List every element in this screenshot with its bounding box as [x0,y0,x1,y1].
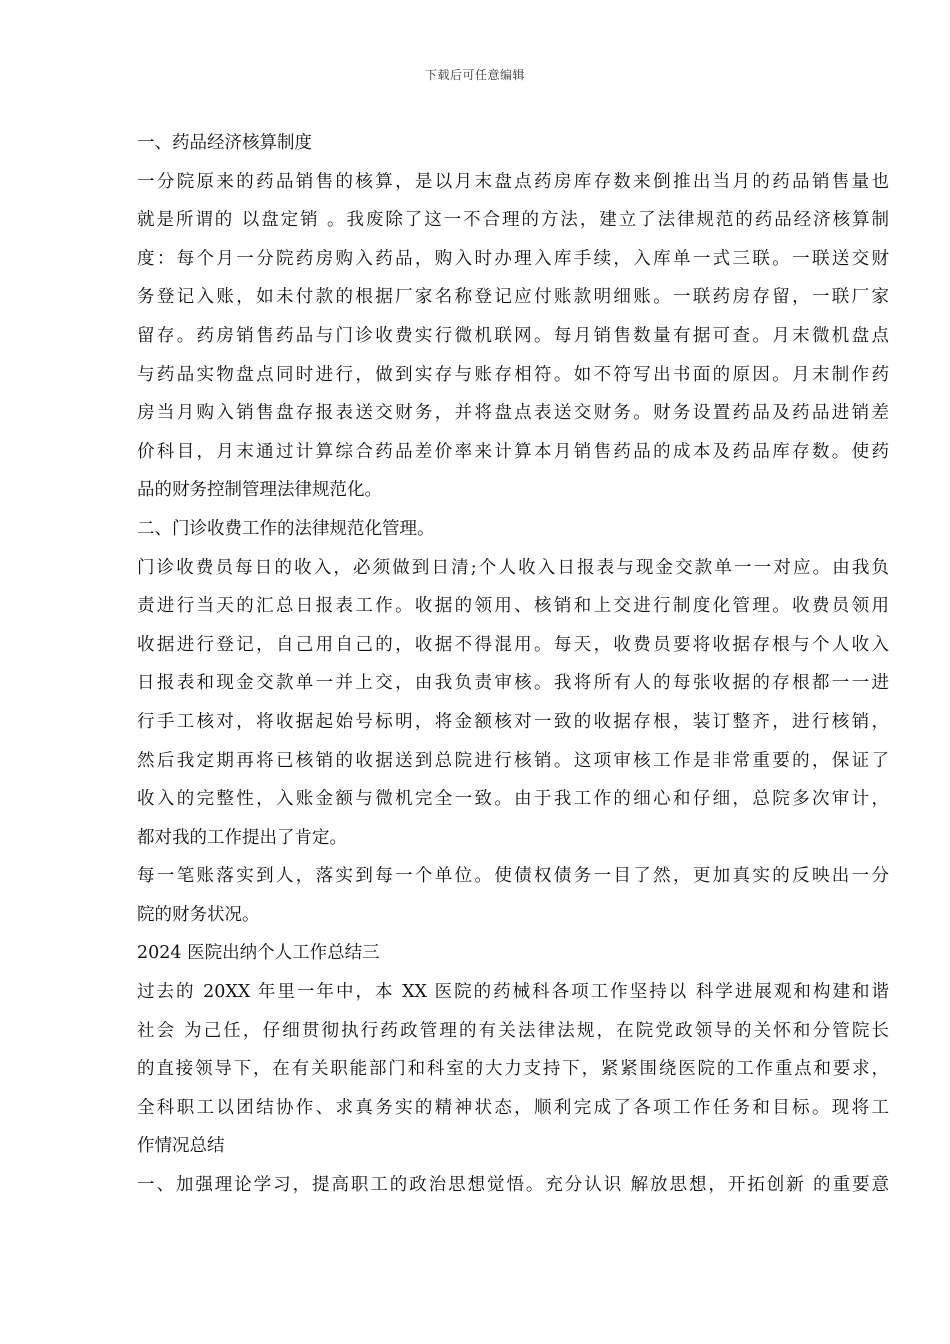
text-line: 房当月购入销售盘存报表送交财务，并将盘点表送交财务。财务设置药品及药品进销差 [137,403,889,424]
text-line: 全科职工以团结协作、求真务实的精神状态，顺利完成了各项工作任务和目标。现将工 [137,1097,889,1118]
text-line: 然后我定期再将已核销的收据送到总院进行核销。这项审核工作是非常重要的，保证了 [137,750,889,771]
text-line: 的直接领导下，在有关职能部门和科室的大力支持下，紧紧围绕医院的工作重点和要求， [137,1059,889,1080]
text-line: 过去的 20XX 年里一年中，本 XX 医院的药械科各项工作坚持以 科学进展观和构建和谐 [137,982,889,1003]
text-line: 度：每个月一分院药房购入药品，购入时办理入库手续，入库单一式三联。一联送交财 [137,248,889,269]
text-line: 收据进行登记，自己用自己的，收据不得混用。每天，收费员要将收据存根与个人收入 [137,634,889,655]
text-line: 价科目，月末通过计算综合药品差价率来计算本月销售药品的成本及药品库存数。使药 [137,441,889,462]
text-line: 院的财务状况。 [137,904,260,925]
text-line: 留存。药房销售药品与门诊收费实行微机联网。每月销售数量有据可查。月末微机盘点 [137,325,889,346]
text-line: 一、药品经济核算制度 [137,133,312,153]
text-line: 就是所谓的 以盘定销 。我废除了这一不合理的方法，建立了法律规范的药品经济核算制 [137,210,889,231]
text-line: 门诊收费员每日的收入，必须做到日清;个人收入日报表与现金交款单一一对应。由我负 [137,557,889,578]
text-line: 二、门诊收费工作的法律规范化管理。 [137,518,435,539]
text-line: 社会 为己任，仔细贯彻执行药政管理的有关法律法规，在院党政领导的关怀和分管院长 [137,1020,889,1041]
text-line: 每一笔账落实到人，落实到每一个单位。使债权债务一目了然，更加真实的反映出一分 [137,866,889,887]
text-line: 责进行当天的汇总日报表工作。收据的领用、核销和上交进行制度化管理。收费员领用 [137,596,889,617]
text-line: 与药品实物盘点同时进行，做到实存与账存相符。如不符写出书面的原因。月末制作药 [137,364,889,385]
text-line: 行手工核对，将收据起始号标明，将金额核对一致的收据存根，装订整齐，进行核销， [137,711,889,732]
document-body [137,124,889,1205]
text-line: 都对我的工作提出了肯定。 [137,827,347,848]
text-line: 收入的完整性，入账金额与微机完全一致。由于我工作的细心和仔细，总院多次审计， [137,789,889,810]
text-line: 一、加强理论学习，提高职工的政治思想觉悟。充分认识 解放思想，开拓创新 的重要意 [137,1175,889,1196]
text-line: 品的财务控制管理法律规范化。 [137,480,382,501]
text-line: 作情况总结 [137,1136,225,1157]
text-line: 日报表和现金交款单一并上交，由我负责审核。我将所有人的每张收据的存根都一一进 [137,673,889,694]
text-line: 一分院原来的药品销售的核算，是以月末盘点药房库存数来倒推出当月的药品销售量也 [137,171,889,192]
text-line: 务登记入账，如未付款的根据厂家名称登记应付账款明细账。一联药房存留，一联厂家 [137,287,889,308]
text-line: 2024 医院出纳个人工作总结三 [137,943,380,964]
page-header-note: 下载后可任意编辑 [424,68,525,82]
